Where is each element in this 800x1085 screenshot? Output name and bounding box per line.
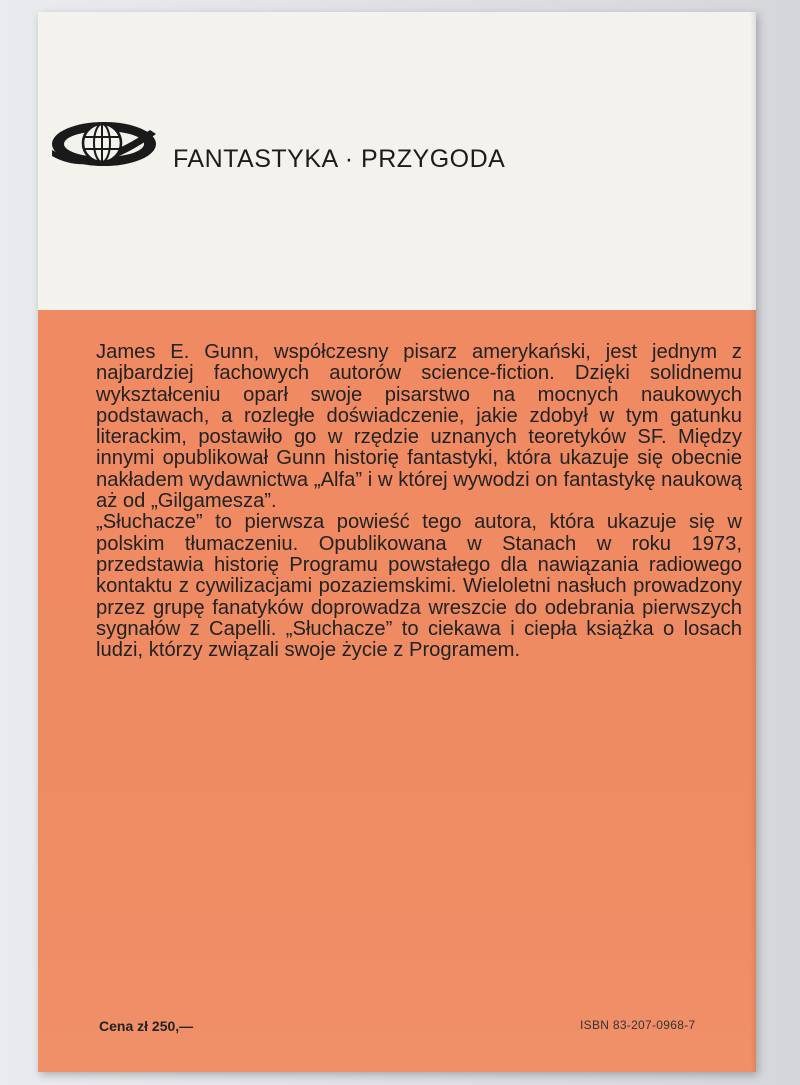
price-label: Cena zł 250,— xyxy=(99,1018,194,1034)
cover-edge-shadow xyxy=(750,12,756,1072)
blurb-text xyxy=(96,342,742,661)
book-back-cover xyxy=(38,12,756,1072)
blurb-paragraph: James E. Gunn, współczesny pisarz amerykański, jest jednym z najbardziej fachowych autorów science-fiction. Dzięki solidnemu wykształceniu oparł swoje pisarstwo na mocnych naukowych podstawach, a rozległe doświadczenie, jakie zdobył w tym gatunku literackim, postawiło go w rzędzie uznanych teoretyków SF. Między innymi opublikował Gunn historię fantastyki, która ukazuje się obecnie nakładem wydawnictwa „Alfa” i w której wywodzi on fantastykę naukową aż od „Gilgamesza”. xyxy=(96,341,742,513)
isbn-label: ISBN 83-207-0968-7 xyxy=(580,1018,696,1032)
blurb-paragraph: „Słuchacze” to pierwsza powieść tego autora, która ukazuje się w polskim tłumaczeniu. Opublikowana w Stanach w roku 1973, przedstawia historię Programu powstałego dla nawiązania radiowego kontaktu z cywilizacjami pozaziemskimi. Wieloletni nasłuch prowadzony przez grupę fanatyków doprowadza wreszcie do odebrania pierwszych sygnałów z Capelli. „Słuchacze” to ciekawa i ciepła książka o losach ludzi, którzy związali swoje życie z Programem. xyxy=(96,511,742,662)
series-title: FANTASTYKA · PRZYGODA xyxy=(173,145,506,173)
globe-logo-icon xyxy=(50,110,158,178)
